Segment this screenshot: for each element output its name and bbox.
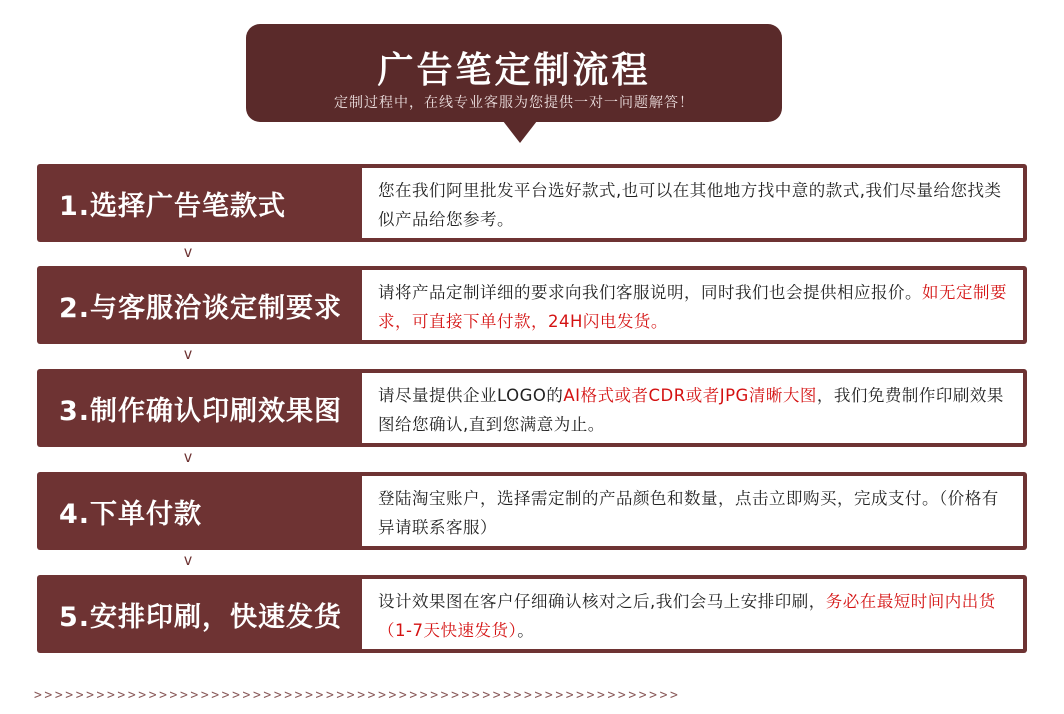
step-3-title: 3.制作确认印刷效果图: [59, 395, 343, 427]
step-5-description: [362, 579, 1023, 649]
step-5-desc-text: 设计效果图在客户仔细确认核对之后,我们会马上安排印刷，: [378, 592, 826, 611]
step-5: [37, 575, 1027, 653]
step-3-desc-text: 请尽量提供企业LOGO的: [378, 386, 564, 405]
step-5-title: 5.安排印刷，快速发货: [59, 601, 343, 633]
step-2-desc-highlight: 如无定制要求，可直接下单付款，24H闪电发货。: [378, 283, 1007, 331]
step-connector-3: v: [183, 448, 193, 466]
step-4-description: [362, 476, 1023, 546]
step-4: [37, 472, 1027, 550]
footer-arrow-divider: >>>>>>>>>>>>>>>>>>>>>>>>>>>>>>>>>>>>>>>>>>>>>>>>>>>>>>>>>>>>>>: [34, 688, 681, 703]
step-3-desc-text-tail: ，我们免费制作印刷效果图给您确认,直到您满意为止。: [378, 386, 1004, 434]
step-1-desc-text: 您在我们阿里批发平台选好款式,也可以在其他地方找中意的款式,我们尽量给您找类似产品给您参考。: [378, 181, 1002, 229]
step-4-title: 4.下单付款: [59, 498, 203, 530]
step-1: [37, 164, 1027, 242]
step-connector-2: v: [183, 345, 193, 363]
page-subtitle: 定制过程中，在线专业客服为您提供一对一问题解答！: [334, 95, 694, 111]
step-4-desc-text: 登陆淘宝账户，选择需定制的产品颜色和数量，点击立即购买，完成支付。（价格有异请联系客服）: [378, 489, 999, 537]
step-1-description: [362, 168, 1023, 238]
step-3-description: [362, 373, 1023, 443]
step-1-title: 1.选择广告笔款式: [59, 190, 287, 222]
page-title: 广告笔定制流程: [377, 50, 651, 91]
step-5-desc-highlight: 务必在最短时间内出货（1-7天快速发货）: [378, 592, 996, 640]
step-2-title: 2.与客服洽谈定制要求: [59, 292, 343, 324]
step-2-description: [362, 270, 1023, 340]
header-banner: [246, 24, 782, 122]
step-2: [37, 266, 1027, 344]
banner-pointer-arrow: [503, 121, 537, 143]
step-5-desc-text-tail: 。: [517, 621, 535, 640]
step-3-desc-highlight: AI格式或者CDR或者JPG清晰大图: [563, 386, 817, 405]
step-3: [37, 369, 1027, 447]
step-connector-4: v: [183, 551, 193, 569]
step-connector-1: v: [183, 243, 193, 261]
step-2-desc-text: 请将产品定制详细的要求向我们客服说明，同时我们也会提供相应报价。: [378, 283, 922, 302]
